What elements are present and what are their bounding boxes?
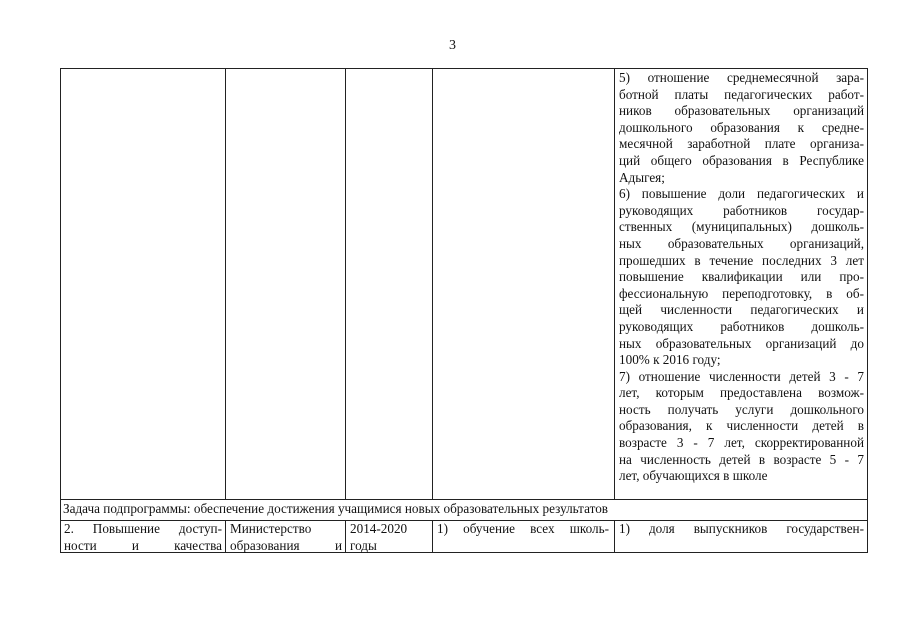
task-row-top xyxy=(60,499,868,500)
indicator-line: дошкольного образования к средне- xyxy=(619,119,864,135)
table-border-right xyxy=(867,68,868,553)
indicator-line: месячной заработной плате организа- xyxy=(619,136,864,152)
indicator-line: лет, обучающихся в школе xyxy=(619,468,768,484)
indicator-line: ботной платы педагогических работ- xyxy=(619,86,864,102)
indicator-line: ций общего образования в Республике xyxy=(619,152,864,168)
row2-result-cell xyxy=(437,521,609,538)
row2-divider-3 xyxy=(432,520,433,553)
indicator-line: руководящих работников дошколь- xyxy=(619,318,864,334)
task-row-text: Задача подпрограммы: обеспечение достижения учащимися новых образовательных результатов xyxy=(63,501,609,516)
indicator-line: ность получать услуги дошкольного xyxy=(619,401,864,417)
row2-divider-2 xyxy=(345,520,346,553)
program-table xyxy=(60,68,868,553)
indicator-line: 6) повышение доли педагогических и xyxy=(619,186,864,202)
column-divider-4 xyxy=(614,68,615,499)
column-divider-1 xyxy=(225,68,226,499)
indicator-line: руководящих работников государ- xyxy=(619,202,864,218)
indicators-cell xyxy=(619,70,864,485)
indicator-line: 5) отношение среднемесячной зара- xyxy=(619,70,864,85)
indicator-line: Адыгея; xyxy=(619,169,665,185)
indicator-line: 100% к 2016 году; xyxy=(619,352,721,368)
page-number: 3 xyxy=(449,38,456,53)
row2-measure-line: 2. Повышение доступ- xyxy=(64,521,222,536)
column-divider-3 xyxy=(432,68,433,499)
indicator-line: фессиональную переподготовку, в об- xyxy=(619,285,864,301)
indicator-line: ных образовательных организаций, xyxy=(619,235,864,251)
column-divider-2 xyxy=(345,68,346,499)
indicator-line: 7) отношение численности детей 3 - 7 xyxy=(619,368,864,384)
row2-indicator-cell xyxy=(619,521,864,538)
row2-indicator-line: 1) доля выпускников государствен- xyxy=(619,521,864,536)
indicator-line: лет, которым предоставлена возмож- xyxy=(619,385,864,401)
indicator-line: возрасте 3 - 7 лет, скорректированной xyxy=(619,435,864,451)
row2-period-line: годы xyxy=(350,537,377,553)
indicator-line: образования, к численности детей в xyxy=(619,418,864,434)
row2-divider-4 xyxy=(614,520,615,553)
indicator-line: ников образовательных организаций xyxy=(619,103,864,119)
table-border-left xyxy=(60,68,61,553)
row2-measure-line: ности и качества xyxy=(64,537,222,553)
indicator-line: повышение квалификации или про- xyxy=(619,269,864,285)
row2-period-cell xyxy=(350,521,430,554)
indicator-line: ственных (муниципальных) дошколь- xyxy=(619,219,864,235)
indicator-line: на численность детей в возрасте 5 - 7 xyxy=(619,451,864,467)
row2-divider-1 xyxy=(225,520,226,553)
row2-executor-cell xyxy=(230,521,342,554)
row2-result-line: 1) обучение всех школь- xyxy=(437,521,609,536)
indicator-line: щей численности педагогических и xyxy=(619,302,864,318)
row2-executor-line: Министерство xyxy=(230,521,312,536)
indicator-line: ных образовательных организаций до xyxy=(619,335,864,351)
table-border-top xyxy=(60,68,868,69)
row2-executor-line: образования и xyxy=(230,537,342,553)
indicator-line: прошедших в течение последних 3 лет xyxy=(619,252,864,268)
row2-period-line: 2014-2020 xyxy=(350,521,408,536)
row2-measure-cell xyxy=(64,521,222,554)
